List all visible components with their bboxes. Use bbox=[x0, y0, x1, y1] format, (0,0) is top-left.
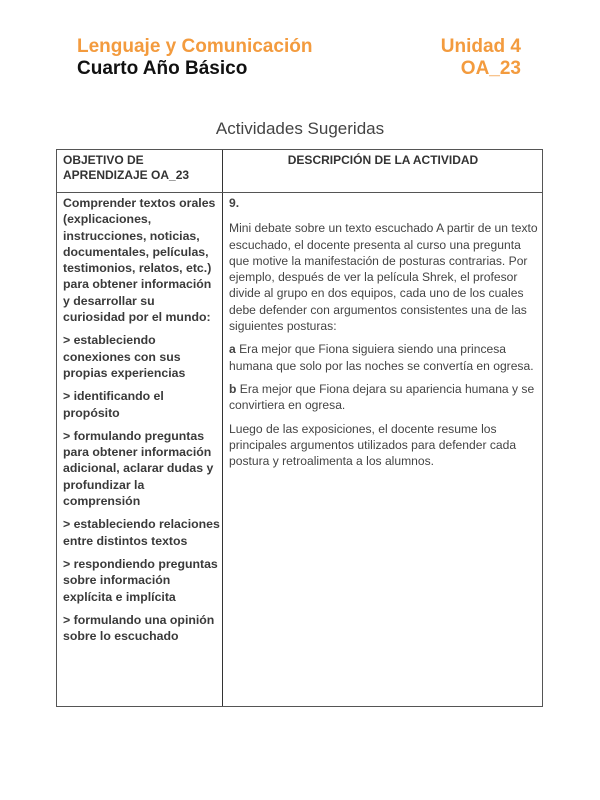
objective-item: > estableciendo conexiones con sus propias experiencias bbox=[63, 333, 186, 380]
activity-number: 9. bbox=[229, 196, 240, 210]
document-header-right bbox=[441, 36, 521, 80]
activity-intro: Mini debate sobre un texto escuchado A partir de un texto escuchado, el docente presenta al curso una pregunta que motive la manifestación de posturas contrarias. Por ejemplo, después de ver la película Shrek, el profesor divide al grupo en dos equipos, cada uno de los cuales debe defender con argumentos consistentes una de las siguientes posturas: bbox=[229, 221, 538, 334]
objective-item: > estableciendo relaciones entre distintos textos bbox=[63, 517, 220, 548]
column-divider bbox=[222, 150, 223, 706]
header-row-divider bbox=[57, 192, 542, 193]
grade-level: Cuarto Año Básico bbox=[77, 58, 248, 79]
objective-item: > respondiendo preguntas sobre información explícita e implícita bbox=[63, 556, 218, 604]
option-text: Era mejor que Fiona dejara su apariencia humana y se convirtiera en ogresa. bbox=[229, 381, 535, 413]
subject-title: Lenguaje y Comunicación bbox=[77, 36, 313, 57]
option-label: a bbox=[229, 342, 236, 357]
activity-option-a bbox=[229, 341, 539, 374]
activities-table bbox=[56, 149, 543, 707]
option-label: b bbox=[229, 381, 237, 396]
objective-item: > formulando preguntas para obtener información adicional, aclarar dudas y profundizar la comprensión bbox=[63, 428, 214, 509]
document-header-left bbox=[77, 36, 312, 80]
objective-main-text: Comprender textos orales (explicaciones, instrucciones, noticias, documentales, películas, testimonios, relatos, etc.) para obtener información y desarrollar su curiosidad por el mundo: bbox=[63, 196, 216, 325]
column-header-description: DESCRIPCIÓN DE LA ACTIVIDAD bbox=[287, 153, 479, 167]
objective-cell bbox=[63, 195, 220, 651]
unit-label: Unidad 4 bbox=[440, 36, 521, 57]
option-text: Era mejor que Fiona siguiera siendo una princesa humana que solo por las noches se convertía en ogresa. bbox=[229, 342, 534, 373]
objective-code: OA_23 bbox=[460, 58, 521, 79]
activity-option-b bbox=[229, 381, 539, 414]
objective-item: > identificando el propósito bbox=[63, 389, 164, 420]
activity-cell bbox=[229, 195, 539, 476]
objective-item: > formulando una opinión sobre lo escuchado bbox=[63, 612, 215, 644]
column-header-objective: OBJETIVO DE APRENDIZAJE OA_23 bbox=[63, 153, 190, 182]
section-title: Actividades Sugeridas bbox=[215, 119, 385, 138]
activity-closing: Luego de las exposiciones, el docente resume los principales argumentos utilizados para defender cada postura y retroalimenta a los alumnos. bbox=[229, 421, 517, 469]
